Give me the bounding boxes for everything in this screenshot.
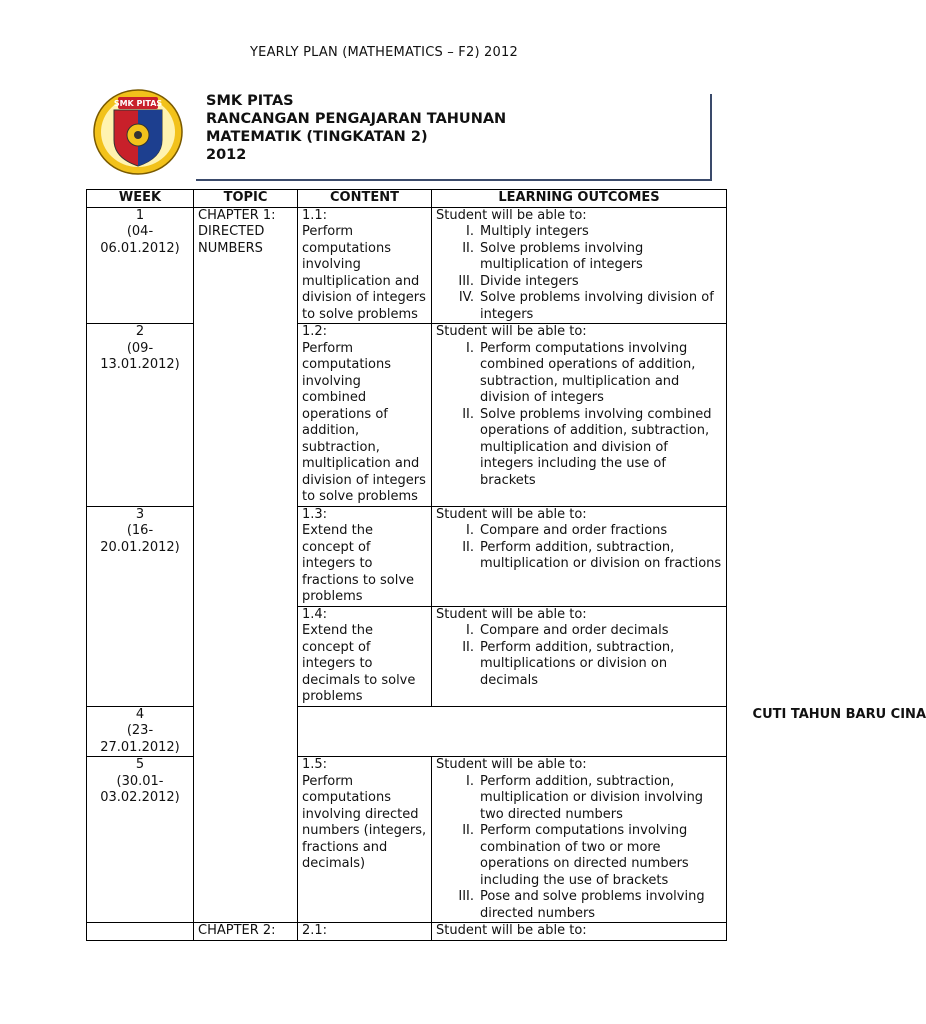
plan-title: RANCANGAN PENGAJARAN TAHUNAN [206, 111, 507, 127]
school-crest-icon [92, 88, 184, 176]
week-number: 5 [135, 757, 145, 772]
item-number: II. [462, 240, 474, 256]
page-title: YEARLY PLAN (MATHEMATICS – F2) 2012 [250, 45, 518, 60]
yearly-plan-table [86, 189, 926, 941]
week-number: 2 [135, 324, 145, 339]
week-cell [87, 923, 194, 941]
week-number: 4 [135, 706, 145, 722]
week-dates: 13.01.2012) [100, 357, 180, 372]
list-item [436, 774, 722, 824]
outcomes-list [436, 224, 722, 323]
list-item [436, 274, 722, 291]
week-cell [87, 207, 194, 324]
item-number: III. [458, 889, 474, 904]
item-text: Divide integers [480, 273, 579, 289]
item-number: III. [458, 273, 474, 289]
week-dates: 03.02.2012) [100, 790, 180, 805]
list-item [436, 407, 722, 490]
school-header [206, 92, 506, 164]
item-number: II. [462, 823, 474, 838]
list-item [436, 889, 722, 922]
item-number: I. [466, 623, 474, 638]
table-header-row [87, 190, 727, 208]
content-cell: 1.5: Perform computations involving directed numbers (integers, fractions and decimals) [298, 757, 432, 923]
header-border-horizontal [196, 179, 712, 181]
outcomes-cell: Student will be able to: [432, 923, 727, 941]
item-number: I. [466, 340, 474, 356]
outcomes-list [436, 774, 722, 923]
table-row [87, 207, 727, 324]
topic-cell: CHAPTER 1: DIRECTED NUMBERS [194, 207, 298, 923]
list-item [436, 623, 722, 640]
header-topic: TOPIC [194, 190, 298, 208]
outcomes-cell [432, 506, 727, 606]
content-cell: 1.2: Perform computations involving combined operations of addition, subtraction, multiplication and division of integers to solve problems [298, 324, 432, 507]
week-dates: (16- [126, 523, 154, 538]
week-dates: (04- [126, 224, 154, 239]
item-text: Perform computations involving combined operations of addition, subtraction, multiplication and division of integers [480, 340, 696, 405]
week-number: 1 [135, 207, 145, 223]
table-row [87, 706, 727, 757]
outcomes-cell [432, 207, 727, 324]
outcomes-cell [432, 324, 727, 507]
table-row [87, 506, 727, 606]
outcomes-list [436, 623, 722, 689]
topic-cell: CHAPTER 2: [194, 923, 298, 941]
outcomes-cell [432, 606, 727, 706]
week-dates: (23- [126, 723, 154, 738]
item-text: Compare and order fractions [480, 523, 668, 538]
item-number: II. [462, 539, 474, 555]
week-cell [87, 706, 194, 757]
list-item [436, 540, 722, 573]
table-row [87, 923, 727, 941]
outcomes-list [436, 341, 722, 490]
item-text: Perform addition, subtraction, multiplication or division on fractions [480, 539, 722, 571]
item-number: IV. [458, 290, 474, 305]
item-text: Perform addition, subtraction, multiplication or division involving two directed numbers [480, 773, 704, 822]
list-item [436, 640, 722, 690]
item-text: Perform addition, subtraction, multiplications or division on decimals [480, 639, 675, 688]
item-text: Solve problems involving division of integers [480, 290, 714, 322]
item-text: Multiply integers [480, 224, 589, 239]
table-row [87, 324, 727, 507]
content-cell: 1.1: Perform computations involving multiplication and division of integers to solve problems [298, 207, 432, 324]
list-item [436, 341, 722, 407]
outcomes-intro: Student will be able to: [436, 506, 587, 522]
content-cell: 2.1: [298, 923, 432, 941]
outcomes-intro: Student will be able to: [436, 606, 587, 622]
table-row [87, 757, 727, 923]
holiday-label: CUTI TAHUN BARU CINA [752, 706, 926, 722]
header-learning-outcomes: LEARNING OUTCOMES [432, 190, 727, 208]
list-item [436, 523, 722, 540]
week-cell [87, 324, 194, 507]
week-number: 3 [135, 506, 145, 522]
week-dates: 06.01.2012) [100, 240, 180, 256]
item-number: I. [466, 523, 474, 538]
header-border-vertical [710, 94, 712, 180]
outcomes-intro: Student will be able to: [436, 324, 587, 339]
week-cell [87, 757, 194, 923]
header-content: CONTENT [298, 190, 432, 208]
item-number: I. [466, 773, 474, 789]
week-dates: 27.01.2012) [100, 739, 180, 755]
holiday-cell [298, 706, 926, 757]
content-cell: 1.3: Extend the concept of integers to fractions to solve problems [298, 506, 432, 606]
item-text: Solve problems involving multiplication of integers [480, 240, 644, 272]
list-item [436, 290, 722, 323]
item-number: I. [466, 224, 474, 239]
outcomes-intro: Student will be able to: [436, 207, 587, 223]
week-dates: (30.01- [116, 773, 164, 789]
outcomes-intro: Student will be able to: [436, 757, 587, 772]
item-number: II. [462, 639, 474, 655]
subject-title: MATEMATIK (TINGKATAN 2) [206, 129, 428, 145]
week-dates: 20.01.2012) [100, 539, 180, 555]
week-dates: (09- [126, 340, 154, 356]
school-name: SMK PITAS [206, 93, 294, 109]
item-text: Compare and order decimals [480, 623, 669, 638]
content-cell: 1.4: Extend the concept of integers to decimals to solve problems [298, 606, 432, 706]
svg-text:SMK PITAS: SMK PITAS [113, 99, 163, 108]
header-week: WEEK [87, 190, 194, 208]
outcomes-list [436, 523, 722, 573]
item-text: Perform computations involving combination of two or more operations on directed numbers including the use of brackets [480, 823, 689, 888]
item-text: Solve problems involving combined operations of addition, subtraction, multiplication and division of integers including the use of brackets [480, 406, 712, 488]
item-number: II. [462, 406, 474, 422]
plan-year: 2012 [206, 147, 247, 163]
week-cell [87, 506, 194, 706]
item-text: Pose and solve problems involving directed numbers [480, 889, 705, 921]
list-item [436, 241, 722, 274]
list-item [436, 823, 722, 889]
list-item [436, 224, 722, 241]
outcomes-cell [432, 757, 727, 923]
